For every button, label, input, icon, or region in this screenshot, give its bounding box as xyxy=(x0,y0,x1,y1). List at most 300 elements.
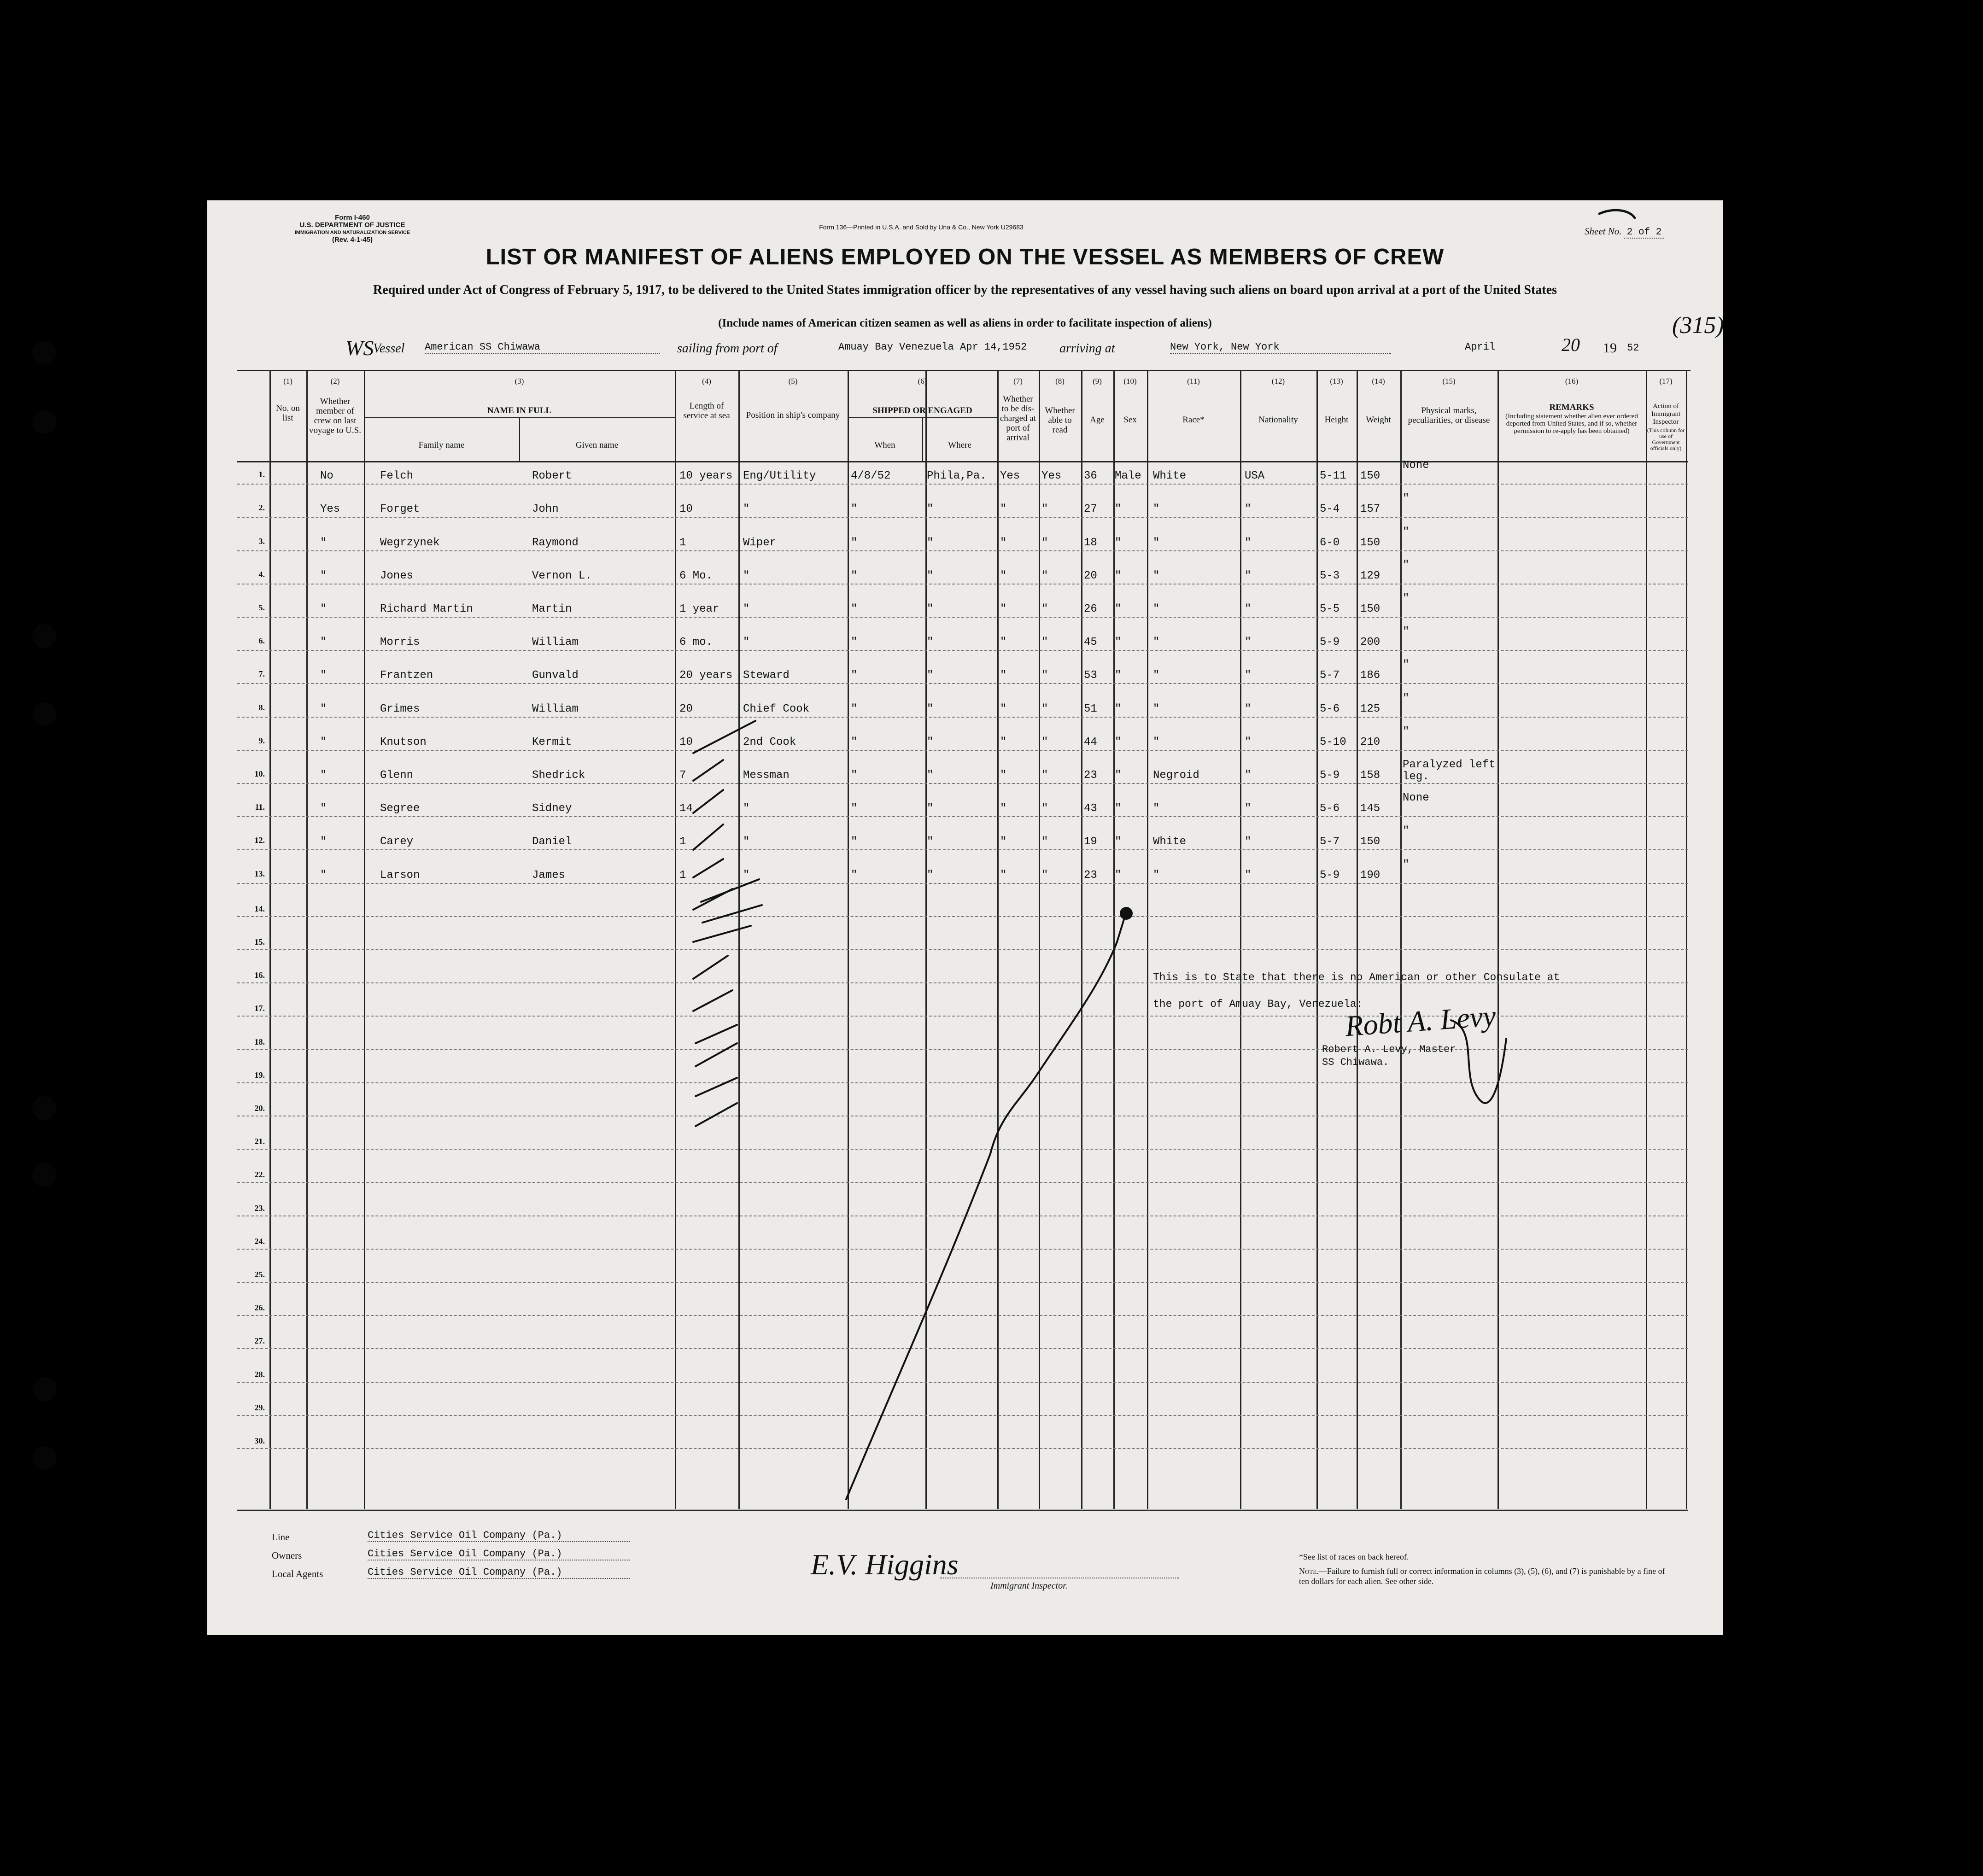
cell-marks: " xyxy=(1403,625,1410,638)
cell-no: 6. xyxy=(258,636,265,646)
cell-given: James xyxy=(532,869,566,882)
col-num: (15) xyxy=(1442,377,1456,386)
cell-service: 6 Mo. xyxy=(679,569,713,582)
cell-given: Shedrick xyxy=(532,769,585,782)
binder-hole xyxy=(32,1446,56,1470)
row-number: 20. xyxy=(254,1104,265,1113)
header-remarks-note: (Including statement whether alien ever ordered deported from United States, and if so, whether permission to re-apply has been obtained) xyxy=(1505,413,1638,435)
cell-when: " xyxy=(851,536,858,549)
cell-last: " xyxy=(320,603,327,615)
header-family-name: Family name xyxy=(418,440,465,450)
cell-height: 5-6 xyxy=(1320,802,1340,815)
cell-where: " xyxy=(927,802,934,815)
header-no-on-list: No. on list xyxy=(276,403,300,423)
header-shipped-engaged: SHIPPED OR ENGAGED xyxy=(872,406,972,415)
cell-last: " xyxy=(320,802,327,815)
cell-where: " xyxy=(927,869,934,882)
cell-read: " xyxy=(1041,702,1048,715)
cell-service: 1 xyxy=(679,869,686,882)
cell-service: 20 years xyxy=(679,669,733,682)
cell-nat: " xyxy=(1245,636,1252,649)
cell-given: Robert xyxy=(532,470,572,483)
row-number: 14. xyxy=(254,904,265,913)
cell-disch: " xyxy=(1000,669,1007,682)
cell-sex: " xyxy=(1115,736,1122,748)
sheet-corner-mark xyxy=(1598,210,1635,219)
cell-read: " xyxy=(1041,669,1048,682)
col-num: (10) xyxy=(1123,377,1137,386)
cell-age: 36 xyxy=(1084,470,1097,483)
cell-where: " xyxy=(927,836,934,848)
cell-when: " xyxy=(851,669,858,682)
row-number: 23. xyxy=(254,1203,265,1213)
cell-sex: " xyxy=(1115,669,1122,682)
cell-height: 5-6 xyxy=(1320,702,1340,715)
cell-where: " xyxy=(927,669,934,682)
form-revision: (Rev. 4-1-45) xyxy=(332,236,373,244)
form-subtitle: Required under Act of Congress of February 5, 1917, to be delivered to the United States immigration officer by the representatives of any vessel having such aliens on board upon arrival at a port of the United States xyxy=(373,283,1557,297)
cell-no: 12. xyxy=(254,836,265,845)
service-checkmark xyxy=(696,1043,737,1066)
cell-no: 11. xyxy=(255,802,265,812)
vessel-label: Vessel xyxy=(373,341,405,356)
col-num: (11) xyxy=(1187,377,1200,386)
cell-where: " xyxy=(927,569,934,582)
cell-marks: " xyxy=(1403,659,1410,672)
cell-last: " xyxy=(320,836,327,848)
line-label: Line xyxy=(272,1531,290,1543)
service-checkmark xyxy=(693,760,723,781)
cell-disch: " xyxy=(1000,536,1007,549)
cell-weight: 129 xyxy=(1360,569,1380,582)
cell-race: Negroid xyxy=(1153,769,1199,782)
cell-disch: " xyxy=(1000,569,1007,582)
cell-height: 5-9 xyxy=(1320,636,1340,649)
owners-label: Owners xyxy=(272,1550,302,1561)
cell-age: 53 xyxy=(1084,669,1097,682)
arriving-label: arriving at xyxy=(1059,341,1115,356)
col-num: (13) xyxy=(1330,377,1343,386)
cell-family: Felch xyxy=(380,470,414,483)
cell-sex: " xyxy=(1115,836,1122,848)
col-num: (16) xyxy=(1565,377,1579,386)
cell-height: 5-7 xyxy=(1320,669,1340,682)
cell-read: Yes xyxy=(1041,470,1062,483)
row-number: 17. xyxy=(254,1004,265,1013)
cell-when: " xyxy=(851,802,858,815)
department-name: U.S. DEPARTMENT OF JUSTICE xyxy=(299,221,405,229)
cell-position: Chief Cook xyxy=(743,702,810,715)
cell-height: 5-3 xyxy=(1320,569,1340,582)
cell-read: " xyxy=(1041,603,1048,615)
col-num: (6) xyxy=(918,377,927,386)
owners-value: Cities Service Oil Company (Pa.) xyxy=(368,1548,630,1560)
cell-last: " xyxy=(320,702,327,715)
cell-where: " xyxy=(927,603,934,615)
cell-when: " xyxy=(851,736,858,748)
cell-race: White xyxy=(1153,836,1187,848)
cell-no: 5. xyxy=(258,603,265,612)
row-number: 15. xyxy=(254,937,265,947)
col-num: (9) xyxy=(1093,377,1102,386)
cell-weight: 150 xyxy=(1360,836,1380,848)
header-weight: Weight xyxy=(1366,415,1391,425)
service-checkmark xyxy=(696,1078,737,1096)
line-value: Cities Service Oil Company (Pa.) xyxy=(368,1530,630,1542)
service-checkmark xyxy=(696,1025,737,1043)
arrival-year-prefix: 19 xyxy=(1603,340,1617,356)
header-discharged: Whether to be dis-charged at port of arrival xyxy=(1000,394,1036,443)
cell-disch: " xyxy=(1000,736,1007,748)
cell-sex: " xyxy=(1115,569,1122,582)
cell-sex: " xyxy=(1115,536,1122,549)
cell-family: Segree xyxy=(380,802,420,815)
cell-where: " xyxy=(927,503,934,516)
cell-position: " xyxy=(743,869,750,882)
cell-family: Knutson xyxy=(380,736,427,748)
cell-disch: Yes xyxy=(1000,470,1020,483)
cell-read: " xyxy=(1041,636,1048,649)
cell-last: " xyxy=(320,736,327,748)
row-number: 19. xyxy=(254,1070,265,1080)
row-number: 26. xyxy=(254,1303,265,1313)
header-age: Age xyxy=(1090,415,1105,425)
cell-family: Frantzen xyxy=(380,669,433,682)
binder-hole xyxy=(32,624,56,648)
cell-weight: 125 xyxy=(1360,702,1380,715)
cell-sex: " xyxy=(1115,636,1122,649)
cell-marks: " xyxy=(1403,559,1410,572)
pen-strokes xyxy=(207,200,1723,1635)
cell-nat: " xyxy=(1245,869,1252,882)
cell-no: 7. xyxy=(258,669,265,679)
cell-height: 5-7 xyxy=(1320,836,1340,848)
cell-service: 10 xyxy=(679,503,693,516)
cell-race: " xyxy=(1153,669,1160,682)
ink-blot xyxy=(1120,907,1133,920)
cell-position: " xyxy=(743,636,750,649)
cell-position: Messman xyxy=(743,769,790,782)
include-note: (Include names of American citizen seamen as well as aliens in order to facilitate inspection of aliens) xyxy=(718,317,1212,329)
cell-last: " xyxy=(320,669,327,682)
cell-read: " xyxy=(1041,836,1048,848)
master-signature-flourish xyxy=(1451,1020,1506,1103)
cell-position: Steward xyxy=(743,669,790,682)
header-position: Position in ship's company xyxy=(746,410,840,420)
service-checkmark xyxy=(693,721,755,753)
service-checkmark xyxy=(693,889,732,910)
cell-when: " xyxy=(851,636,858,649)
cell-given: Kermit xyxy=(532,736,572,748)
cell-service: 10 years xyxy=(679,470,733,483)
binder-hole xyxy=(32,410,56,434)
cell-marks: " xyxy=(1403,725,1410,738)
cell-read: " xyxy=(1041,736,1048,748)
sheet-label: Sheet No. xyxy=(1585,226,1622,237)
cell-service: 6 mo. xyxy=(679,636,713,649)
cell-sex: " xyxy=(1115,702,1122,715)
cell-age: 18 xyxy=(1084,536,1097,549)
printer-line: Form 136—Printed in U.S.A. and Sold by Una & Co., New York U29683 xyxy=(819,223,1024,231)
service-checkmark xyxy=(693,990,732,1011)
form-number: Form I-460 xyxy=(335,214,370,222)
header-name-in-full: NAME IN FULL xyxy=(487,406,552,415)
cell-family: Forget xyxy=(380,503,420,516)
cell-service: 1 year xyxy=(679,603,719,615)
vessel-name: American SS Chiwawa xyxy=(425,341,660,354)
cell-family: Richard Martin xyxy=(380,603,473,615)
cell-family: Jones xyxy=(380,569,414,582)
binder-hole xyxy=(32,1096,56,1120)
cell-given: Sidney xyxy=(532,802,572,815)
row-number: 25. xyxy=(254,1270,265,1279)
cell-marks: " xyxy=(1403,492,1410,505)
cell-read: " xyxy=(1041,802,1048,815)
header-race: Race* xyxy=(1182,415,1205,425)
cell-weight: 157 xyxy=(1360,503,1380,516)
row-number: 29. xyxy=(254,1403,265,1412)
col-num: (1) xyxy=(283,377,292,386)
cell-nat: " xyxy=(1245,503,1252,516)
vessel-initials: WS xyxy=(345,336,374,360)
statement-line-1: This is to State that there is no American or other Consulate at xyxy=(1153,971,1560,983)
cell-last: " xyxy=(320,569,327,582)
cell-race: White xyxy=(1153,470,1187,483)
arriving-port: New York, New York xyxy=(1170,341,1391,354)
cell-read: " xyxy=(1041,503,1048,516)
row-number: 21. xyxy=(254,1137,265,1146)
cell-height: 5-10 xyxy=(1320,736,1346,748)
cell-age: 26 xyxy=(1084,603,1097,615)
cell-position: Wiper xyxy=(743,536,777,549)
cell-given: Raymond xyxy=(532,536,579,549)
cell-age: 45 xyxy=(1084,636,1097,649)
header-sex: Sex xyxy=(1123,415,1137,425)
cell-no: 10. xyxy=(254,769,265,778)
cell-family: Larson xyxy=(380,869,420,882)
cell-last: " xyxy=(320,869,327,882)
cell-nat: " xyxy=(1245,736,1252,748)
header-last-voyage: Whether member of crew on last voyage to U.S. xyxy=(309,397,361,435)
header-inspector-note: (This column for use of Government officials only) xyxy=(1647,427,1685,451)
row-number: 18. xyxy=(254,1037,265,1046)
master-name: Robert A. Levy, Master xyxy=(1322,1044,1456,1055)
cell-last: No xyxy=(320,470,333,483)
cell-disch: " xyxy=(1000,636,1007,649)
cell-weight: 186 xyxy=(1360,669,1380,682)
cell-service: 1 xyxy=(679,836,686,848)
cell-service: 20 xyxy=(679,702,693,715)
cell-position: Eng/Utility xyxy=(743,470,816,483)
cell-weight: 150 xyxy=(1360,603,1380,615)
cell-where: " xyxy=(927,636,934,649)
cell-sex: " xyxy=(1115,603,1122,615)
header-where: Where xyxy=(948,440,971,450)
cell-disch: " xyxy=(1000,869,1007,882)
cell-disch: " xyxy=(1000,503,1007,516)
cell-nat: " xyxy=(1245,603,1252,615)
cell-no: 2. xyxy=(258,503,265,513)
cell-weight: 190 xyxy=(1360,869,1380,882)
header-remarks: REMARKS xyxy=(1549,403,1594,412)
cell-marks: " xyxy=(1403,592,1410,605)
line-through-stroke xyxy=(702,905,762,923)
cell-nat: " xyxy=(1245,536,1252,549)
master-signature: Robt A. Levy xyxy=(1344,999,1497,1043)
cell-when: " xyxy=(851,569,858,582)
races-note: *See list of races on back hereof. xyxy=(1299,1552,1409,1561)
cell-disch: " xyxy=(1000,603,1007,615)
binder-hole xyxy=(32,1163,56,1187)
sheet-value: 2 of 2 xyxy=(1624,227,1665,239)
cell-given: Vernon L. xyxy=(532,569,592,582)
service-checkmark xyxy=(693,859,723,877)
cell-race: " xyxy=(1153,636,1160,649)
cell-height: 5-11 xyxy=(1320,470,1346,483)
cell-race: " xyxy=(1153,802,1160,815)
col-num: (8) xyxy=(1055,377,1065,386)
col-num: (2) xyxy=(330,377,340,386)
cell-marks: " xyxy=(1403,858,1410,871)
col-num: (12) xyxy=(1271,377,1285,386)
cell-no: 8. xyxy=(258,702,265,712)
header-able-to-read: Whether able to read xyxy=(1045,406,1075,435)
col-num: (14) xyxy=(1372,377,1385,386)
diagonal-cancel-line xyxy=(846,912,1126,1499)
cell-last: " xyxy=(320,769,327,782)
cell-weight: 145 xyxy=(1360,802,1380,815)
cell-service: 10 xyxy=(679,736,693,748)
col-num: (4) xyxy=(702,377,711,386)
cell-weight: 210 xyxy=(1360,736,1380,748)
agents-label: Local Agents xyxy=(272,1568,323,1579)
service-name: IMMIGRATION AND NATURALIZATION SERVICE xyxy=(294,230,410,235)
cell-weight: 150 xyxy=(1360,470,1380,483)
cell-service: 1 xyxy=(679,536,686,549)
cell-disch: " xyxy=(1000,702,1007,715)
row-number: 22. xyxy=(254,1170,265,1180)
cell-nat: " xyxy=(1245,802,1252,815)
cell-position: " xyxy=(743,569,750,582)
row-number: 30. xyxy=(254,1436,265,1445)
cell-age: 27 xyxy=(1084,503,1097,516)
cell-marks: None xyxy=(1403,459,1429,472)
cell-when: " xyxy=(851,603,858,615)
cell-race: " xyxy=(1153,869,1160,882)
cell-marks: None xyxy=(1403,792,1429,805)
sailing-label: sailing from port of xyxy=(677,341,778,356)
cell-age: 23 xyxy=(1084,869,1097,882)
cell-read: " xyxy=(1041,869,1048,882)
cell-no: 4. xyxy=(258,569,265,579)
arrival-year-suffix: 52 xyxy=(1627,342,1639,354)
cell-race: " xyxy=(1153,736,1160,748)
cell-marks: " xyxy=(1403,692,1410,705)
cell-age: 23 xyxy=(1084,769,1097,782)
cell-family: Glenn xyxy=(380,769,414,782)
cell-given: John xyxy=(532,503,559,516)
cell-nat: " xyxy=(1245,702,1252,715)
cell-read: " xyxy=(1041,536,1048,549)
cell-height: 6-0 xyxy=(1320,536,1340,549)
cell-race: " xyxy=(1153,569,1160,582)
cell-position: " xyxy=(743,836,750,848)
cell-service: 7 xyxy=(679,769,686,782)
cell-height: 5-4 xyxy=(1320,503,1340,516)
header-when: When xyxy=(874,440,895,450)
cell-family: Grimes xyxy=(380,702,420,715)
cell-age: 20 xyxy=(1084,569,1097,582)
manifest-sheet xyxy=(207,200,1723,1635)
cell-when: " xyxy=(851,769,858,782)
cell-disch: " xyxy=(1000,836,1007,848)
cell-when: 4/8/52 xyxy=(851,470,891,483)
note-text: —Failure to furnish full or correct information in columns (3), (5), (6), and (7) is punishable by a fine of ten dollars for each alien. See other side. xyxy=(1299,1566,1665,1586)
row-number: 16. xyxy=(254,970,265,980)
cell-last: Yes xyxy=(320,503,340,516)
cell-race: " xyxy=(1153,536,1160,549)
master-ship: SS Chiwawa. xyxy=(1322,1057,1389,1068)
cell-nat: USA xyxy=(1245,470,1265,483)
cell-read: " xyxy=(1041,769,1048,782)
binder-hole xyxy=(32,702,56,726)
cell-marks: " xyxy=(1403,526,1410,538)
cell-given: Martin xyxy=(532,603,572,615)
cell-height: 5-9 xyxy=(1320,769,1340,782)
cell-given: William xyxy=(532,702,579,715)
row-number: 27. xyxy=(254,1336,265,1346)
cell-when: " xyxy=(851,702,858,715)
cell-where: " xyxy=(927,702,934,715)
cell-when: " xyxy=(851,836,858,848)
service-checkmark xyxy=(693,926,751,942)
cell-when: " xyxy=(851,503,858,516)
header-physical-marks: Physical marks, peculiarities, or disease xyxy=(1408,406,1490,425)
cell-sex: " xyxy=(1115,769,1122,782)
cell-given: Daniel xyxy=(532,836,572,848)
cell-height: 5-9 xyxy=(1320,869,1340,882)
col-num: (17) xyxy=(1659,377,1673,386)
statement-line-2: the port of Amuay Bay, Venezuela: xyxy=(1153,998,1363,1010)
cell-where: " xyxy=(927,536,934,549)
cell-race: " xyxy=(1153,702,1160,715)
cell-family: Morris xyxy=(380,636,420,649)
cell-sex: Male xyxy=(1115,470,1141,483)
cell-no: 13. xyxy=(254,869,265,878)
cell-marks: Paralyzed left leg. xyxy=(1403,759,1496,783)
service-checkmark xyxy=(696,1103,737,1126)
note-label: Note. xyxy=(1299,1566,1319,1576)
cell-weight: 158 xyxy=(1360,769,1380,782)
cell-read: " xyxy=(1041,569,1048,582)
cell-race: " xyxy=(1153,603,1160,615)
cell-given: William xyxy=(532,636,579,649)
header-length-service: Length of service at sea xyxy=(683,401,730,421)
row-number: 28. xyxy=(254,1369,265,1379)
header-inspector-action: Action of Immigrant Inspector xyxy=(1651,403,1681,426)
cell-age: 51 xyxy=(1084,702,1097,715)
agents-value: Cities Service Oil Company (Pa.) xyxy=(368,1566,630,1579)
cell-no: 9. xyxy=(258,736,265,745)
col-num: (3) xyxy=(515,377,524,386)
cell-family: Carey xyxy=(380,836,414,848)
cell-age: 19 xyxy=(1084,836,1097,848)
page-title: LIST OR MANIFEST OF ALIENS EMPLOYED ON THE VESSEL AS MEMBERS OF CREW xyxy=(486,245,1445,269)
sailing-port: Amuay Bay Venezuela Apr 14,1952 xyxy=(838,341,1027,353)
cell-no: 1. xyxy=(258,470,265,479)
service-checkmark xyxy=(693,956,728,979)
arrival-month: April xyxy=(1465,341,1496,353)
